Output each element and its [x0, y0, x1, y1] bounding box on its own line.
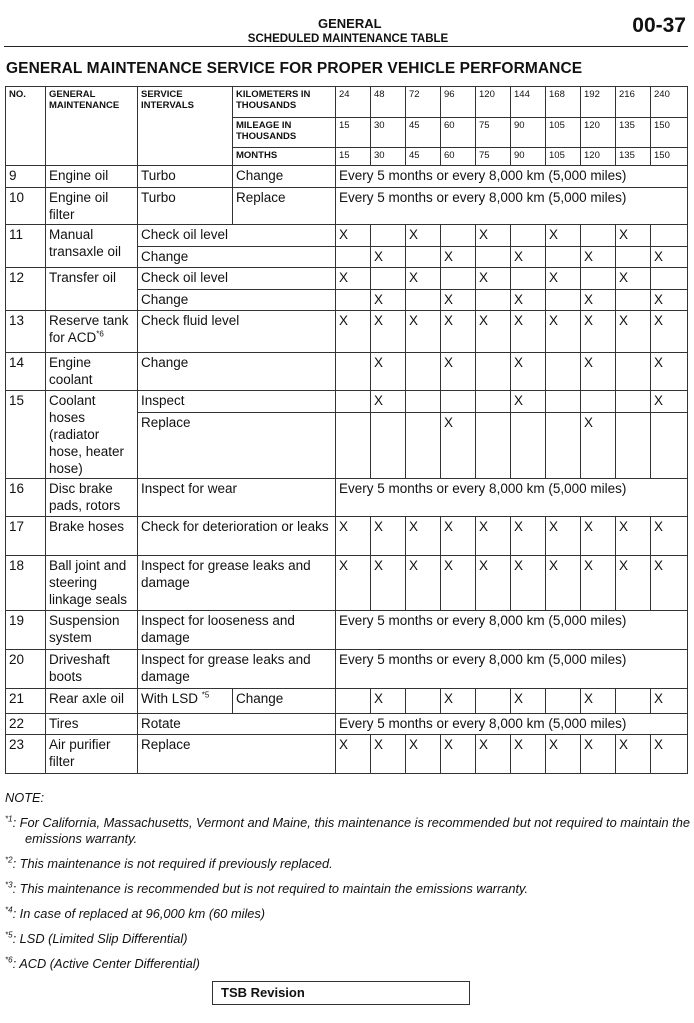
mark-x: X	[371, 247, 406, 268]
note-text: : LSD (Limited Slip Differential)	[12, 931, 188, 946]
note-item	[5, 956, 693, 972]
mark-x: X	[406, 735, 441, 774]
table-row	[6, 689, 688, 714]
mark-x: X	[651, 556, 688, 611]
km-value: 240	[651, 87, 688, 118]
note-item	[5, 815, 693, 847]
maintenance-item: Coolant hoses (radiator hose, heater hose)	[46, 391, 138, 479]
maintenance-item: Air purifier filter	[46, 735, 138, 774]
table-row	[6, 311, 688, 353]
mark-x: X	[511, 290, 546, 311]
table-row	[6, 225, 688, 247]
service-action: Inspect for looseness and damage	[138, 611, 336, 650]
mark-x: X	[371, 689, 406, 714]
mark-x: X	[441, 247, 476, 268]
page-header	[0, 0, 694, 50]
table-row	[6, 391, 688, 413]
km-value: 120	[476, 87, 511, 118]
note-text: : ACD (Active Center Differential)	[12, 956, 200, 971]
km-value: 48	[371, 87, 406, 118]
row-number: 21	[6, 689, 46, 714]
row-number: 13	[6, 311, 46, 353]
mark-x: X	[546, 735, 581, 774]
miles-value: 150	[651, 118, 688, 148]
row-number: 20	[6, 650, 46, 689]
interval-every-text: Every 5 months or every 8,000 km (5,000 miles)	[336, 188, 688, 225]
row-number: 15	[6, 391, 46, 479]
service-action: Check for deterioration or leaks	[138, 517, 336, 556]
months-value: 105	[546, 148, 581, 166]
mark-x: X	[511, 311, 546, 353]
km-label: KILOMETERS IN THOUSANDS	[233, 87, 336, 118]
service-action: Check fluid level	[138, 311, 336, 353]
mark-x: X	[581, 247, 616, 268]
mark-x: X	[581, 290, 616, 311]
mark-x: X	[546, 225, 581, 247]
interval-every-text: Every 5 months or every 8,000 km (5,000 miles)	[336, 166, 688, 188]
months-value: 120	[581, 148, 616, 166]
miles-value: 15	[336, 118, 371, 148]
mark-x: X	[511, 689, 546, 714]
service-action: Change	[138, 247, 336, 268]
subsection-title: SCHEDULED MAINTENANCE TABLE	[247, 33, 449, 45]
mark-x: X	[406, 517, 441, 556]
footnote-mark: *5	[201, 690, 210, 700]
footnote-mark: *6	[96, 329, 104, 339]
mark-x: X	[476, 735, 511, 774]
months-value: 75	[476, 148, 511, 166]
months-value: 60	[441, 148, 476, 166]
mark-x: X	[441, 353, 476, 391]
footnote-mark: *2	[5, 855, 13, 865]
mark-x: X	[546, 311, 581, 353]
months-value: 135	[616, 148, 651, 166]
note-item	[5, 906, 693, 922]
months-value: 90	[511, 148, 546, 166]
note-text: : This maintenance is not required if previously replaced.	[12, 856, 333, 871]
table-row	[6, 650, 688, 689]
maintenance-item: Engine coolant	[46, 353, 138, 391]
mark-x: X	[616, 225, 651, 247]
mark-x: X	[511, 353, 546, 391]
tsb-revision-box	[212, 981, 470, 1005]
maintenance-item: Driveshaft boots	[46, 650, 138, 689]
km-value: 96	[441, 87, 476, 118]
row-number: 10	[6, 188, 46, 225]
km-value: 168	[546, 87, 581, 118]
mark-x: X	[441, 689, 476, 714]
service-action: Rotate	[138, 714, 336, 735]
mark-x: X	[651, 311, 688, 353]
mark-x: X	[406, 268, 441, 290]
table-row	[6, 735, 688, 774]
header-row-km	[6, 87, 688, 118]
service-interval-text: With LSD	[141, 691, 199, 706]
maintenance-table	[5, 86, 688, 774]
miles-value: 45	[406, 118, 441, 148]
notes-heading: NOTE:	[5, 790, 45, 805]
col-header-service: SERVICE INTERVALS	[138, 87, 233, 166]
maintenance-item: Rear axle oil	[46, 689, 138, 714]
mark-x: X	[511, 391, 546, 413]
service-action: Replace	[233, 188, 336, 225]
service-interval: Turbo	[138, 188, 233, 225]
table-row	[6, 166, 688, 188]
miles-value: 135	[616, 118, 651, 148]
mark-x: X	[371, 735, 406, 774]
table-row	[6, 268, 688, 290]
mark-x: X	[651, 247, 688, 268]
mark-x: X	[651, 391, 688, 413]
mark-x: X	[511, 517, 546, 556]
mark-x: X	[336, 556, 371, 611]
maintenance-item	[46, 311, 138, 353]
footnote-mark: *1	[5, 814, 13, 824]
note-text: : In case of replaced at 96,000 km (60 miles)	[12, 906, 266, 921]
maintenance-item-text: Reserve tank for ACD	[49, 313, 129, 345]
mark-x: X	[651, 517, 688, 556]
mark-x: X	[336, 225, 371, 247]
maintenance-item: Engine oil	[46, 166, 138, 188]
mark-x: X	[336, 735, 371, 774]
note-item	[5, 931, 693, 947]
footnote-mark: *6	[5, 955, 13, 965]
table-row	[6, 188, 688, 225]
tsb-revision-label: TSB Revision	[221, 985, 305, 1000]
maintenance-item: Engine oil filter	[46, 188, 138, 225]
mark-x: X	[371, 290, 406, 311]
mark-x: X	[441, 517, 476, 556]
mark-x: X	[476, 225, 511, 247]
row-number: 9	[6, 166, 46, 188]
maintenance-item: Transfer oil	[46, 268, 138, 311]
mark-x: X	[371, 556, 406, 611]
mark-x: X	[336, 311, 371, 353]
footnote-mark: *4	[5, 905, 13, 915]
mark-x: X	[651, 735, 688, 774]
miles-value: 90	[511, 118, 546, 148]
mark-x: X	[581, 735, 616, 774]
mark-x: X	[616, 735, 651, 774]
maintenance-item: Disc brake pads, rotors	[46, 479, 138, 517]
miles-value: 75	[476, 118, 511, 148]
mark-x: X	[511, 247, 546, 268]
table-row	[6, 479, 688, 517]
mark-x: X	[441, 290, 476, 311]
interval-every-text: Every 5 months or every 8,000 km (5,000 miles)	[336, 611, 688, 650]
mark-x: X	[371, 353, 406, 391]
mark-x: X	[581, 311, 616, 353]
table-row	[6, 714, 688, 735]
mark-x: X	[581, 556, 616, 611]
service-action: Inspect for wear	[138, 479, 336, 517]
km-value: 24	[336, 87, 371, 118]
mark-x: X	[546, 268, 581, 290]
service-interval: Turbo	[138, 166, 233, 188]
km-value: 72	[406, 87, 441, 118]
note-item	[5, 856, 693, 872]
footnote-mark: *5	[5, 930, 13, 940]
km-value: 216	[616, 87, 651, 118]
km-value: 192	[581, 87, 616, 118]
miles-label: MILEAGE IN THOUSANDS	[233, 118, 336, 148]
service-action: Change	[138, 353, 336, 391]
interval-every-text: Every 5 months or every 8,000 km (5,000 miles)	[336, 650, 688, 689]
row-number: 14	[6, 353, 46, 391]
mark-x: X	[336, 517, 371, 556]
service-action: Change	[138, 290, 336, 311]
miles-value: 30	[371, 118, 406, 148]
service-action: Replace	[138, 735, 336, 774]
mark-x: X	[371, 517, 406, 556]
service-action: Check oil level	[138, 268, 336, 290]
maintenance-item: Suspension system	[46, 611, 138, 650]
mark-x: X	[476, 311, 511, 353]
table-row	[6, 353, 688, 391]
row-number: 23	[6, 735, 46, 774]
mark-x: X	[406, 311, 441, 353]
mark-x: X	[581, 689, 616, 714]
mark-x: X	[581, 413, 616, 479]
footnote-mark: *3	[5, 880, 13, 890]
table-row	[6, 517, 688, 556]
mark-x: X	[616, 517, 651, 556]
service-action: Change	[233, 166, 336, 188]
table-row	[6, 611, 688, 650]
mark-x: X	[616, 556, 651, 611]
row-number: 22	[6, 714, 46, 735]
months-value: 15	[336, 148, 371, 166]
mark-x: X	[651, 689, 688, 714]
maintenance-item: Manual transaxle oil	[46, 225, 138, 268]
service-action: Check oil level	[138, 225, 336, 247]
mark-x: X	[511, 735, 546, 774]
interval-every-text: Every 5 months or every 8,000 km (5,000 miles)	[336, 714, 688, 735]
service-action: Inspect	[138, 391, 336, 413]
miles-value: 120	[581, 118, 616, 148]
mark-x: X	[476, 268, 511, 290]
miles-value: 105	[546, 118, 581, 148]
mark-x: X	[616, 268, 651, 290]
maintenance-item: Tires	[46, 714, 138, 735]
months-label: MONTHS	[233, 148, 336, 166]
section-title: GENERAL	[318, 16, 382, 31]
mark-x: X	[511, 556, 546, 611]
months-value: 150	[651, 148, 688, 166]
service-action: Inspect for grease leaks and damage	[138, 650, 336, 689]
maintenance-item: Brake hoses	[46, 517, 138, 556]
row-number: 19	[6, 611, 46, 650]
maintenance-item: Ball joint and steering linkage seals	[46, 556, 138, 611]
mark-x: X	[371, 391, 406, 413]
service-interval	[138, 689, 233, 714]
service-action: Replace	[138, 413, 336, 479]
col-header-general: GENERAL MAINTENANCE	[46, 87, 138, 166]
row-number: 17	[6, 517, 46, 556]
mark-x: X	[441, 311, 476, 353]
col-header-no: NO.	[6, 87, 46, 166]
service-action: Change	[233, 689, 336, 714]
mark-x: X	[441, 413, 476, 479]
mark-x: X	[546, 556, 581, 611]
row-number: 18	[6, 556, 46, 611]
months-value: 30	[371, 148, 406, 166]
miles-value: 60	[441, 118, 476, 148]
mark-x: X	[651, 353, 688, 391]
note-text: : For California, Massachusetts, Vermont and Maine, this maintenance is recommended but not required to maintain the emissions warranty.	[12, 815, 690, 846]
row-number: 16	[6, 479, 46, 517]
row-number: 11	[6, 225, 46, 268]
interval-every-text: Every 5 months or every 8,000 km (5,000 miles)	[336, 479, 688, 517]
service-action: Inspect for grease leaks and damage	[138, 556, 336, 611]
mark-x: X	[651, 290, 688, 311]
months-value: 45	[406, 148, 441, 166]
document-title: GENERAL MAINTENANCE SERVICE FOR PROPER VEHICLE PERFORMANCE	[6, 60, 583, 77]
mark-x: X	[476, 517, 511, 556]
mark-x: X	[336, 268, 371, 290]
notes-section	[5, 790, 693, 981]
note-text: : This maintenance is recommended but is not required to maintain the emissions warranty.	[12, 881, 528, 896]
mark-x: X	[371, 311, 406, 353]
page-number: 00-37	[632, 14, 686, 37]
mark-x: X	[616, 311, 651, 353]
mark-x: X	[406, 556, 441, 611]
row-number: 12	[6, 268, 46, 311]
mark-x: X	[581, 517, 616, 556]
mark-x: X	[441, 735, 476, 774]
mark-x: X	[406, 225, 441, 247]
mark-x: X	[581, 353, 616, 391]
table-row	[6, 556, 688, 611]
km-value: 144	[511, 87, 546, 118]
mark-x: X	[546, 517, 581, 556]
mark-x: X	[441, 556, 476, 611]
header-rule	[4, 46, 688, 47]
note-item	[5, 881, 693, 897]
mark-x: X	[476, 556, 511, 611]
